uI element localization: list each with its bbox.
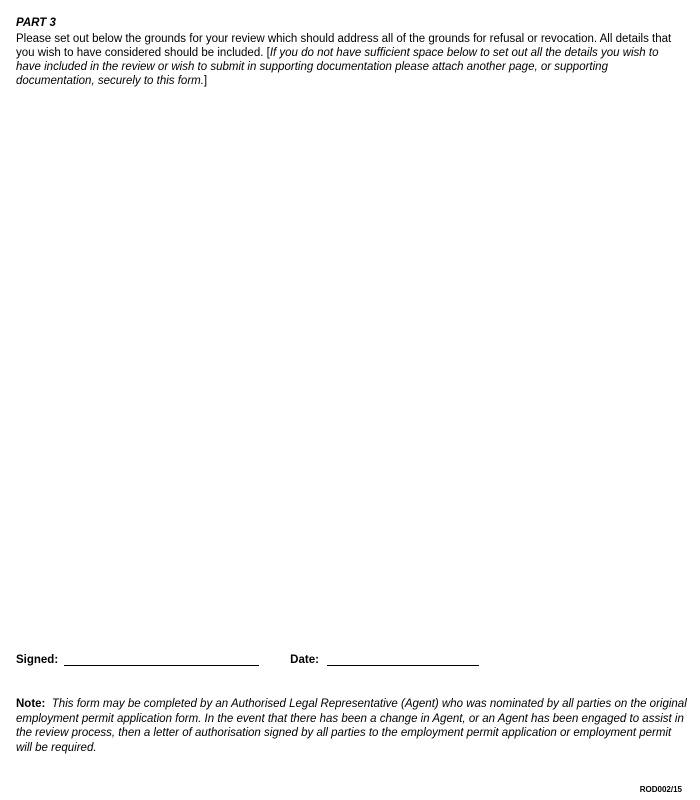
note-section <box>16 697 688 755</box>
instructions-italic-text: If you do not have sufficient space below to set out all the details you wish to have included in the review or wish to submit in supporting documentation please attach another page, or supporting documentation, securely to this form. <box>16 47 659 87</box>
signed-field[interactable] <box>64 653 259 666</box>
part-3-instructions <box>16 32 686 88</box>
form-code: ROD002/15 <box>639 785 682 794</box>
note-text: This form may be completed by an Authorised Legal Representative (Agent) who was nominated by all parties on the original employment permit application form. In the event that there has been a change in Agent, or an Agent has been engaged to assist in the review process, then a letter of authorisation signed by all parties to the employment permit application or employment permit will be required. <box>16 698 687 754</box>
part-3-heading: PART 3 <box>16 17 56 29</box>
signed-label: Signed: <box>16 654 59 666</box>
signature-row <box>16 653 479 666</box>
date-field[interactable] <box>327 653 479 666</box>
instructions-text: Please set out below the grounds for your review which should address all of the grounds for refusal or revocation. All details that you wish to have considered should be included. [ <box>16 33 672 59</box>
note-label: Note: <box>16 698 46 710</box>
grounds-for-review-area[interactable] <box>16 95 684 635</box>
date-label: Date: <box>290 654 319 666</box>
instructions-closing-bracket: ] <box>203 75 208 87</box>
